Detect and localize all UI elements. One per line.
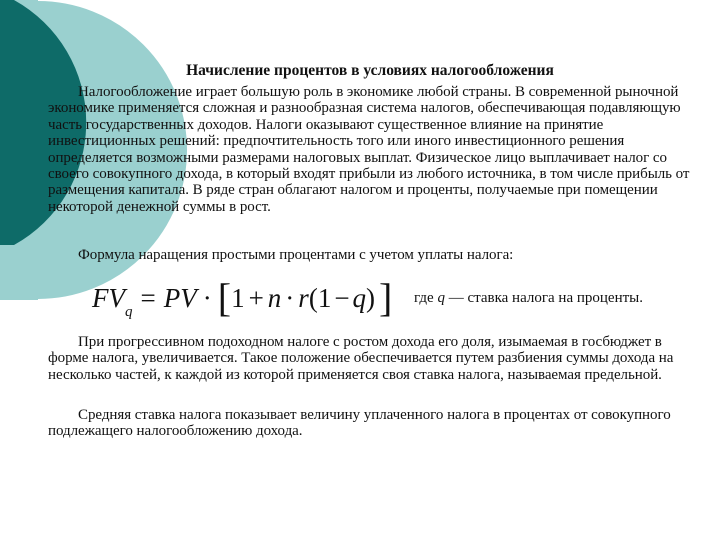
formula-note-prefix: где	[414, 290, 434, 306]
formula-plus: +	[248, 283, 264, 313]
formula-note	[414, 289, 643, 307]
formula-one-2: 1	[317, 283, 332, 313]
formula-q: q	[352, 283, 367, 313]
paragraph-formula-intro	[48, 247, 696, 263]
paragraph-progressive-tax	[48, 334, 696, 383]
formula-dot-2: ·	[285, 283, 295, 313]
slide-title: Начисление процентов в условиях налогообложения	[186, 62, 554, 79]
paragraph-text: Формула наращения простыми процентами с учетом уплаты налога:	[78, 247, 514, 263]
paragraph-text: Средняя ставка налога показывает величину уплаченного налога в процентах от совокупного подлежащего налогообложению дохода.	[48, 407, 671, 440]
formula-note-text: — ставка налога на проценты.	[448, 290, 643, 306]
formula-right-paren: )	[366, 283, 376, 313]
formula-pv: PV	[163, 283, 197, 313]
paragraph-text: При прогрессивном подоходном налоге с ростом дохода его доля, изымаемая в госбюджет в форме налога, увеличивается. Такое положение обеспечивается путем разбиения суммы дохода на несколько частей, к каждой из которой применяется своя ставка налога, называемая предельной.	[48, 334, 674, 383]
formula-dot: ·	[202, 283, 212, 313]
formula-r: r	[298, 283, 309, 313]
formula-fv: FV	[92, 283, 125, 313]
formula-fv-subscript: q	[125, 304, 133, 320]
formula-right-bracket: ]	[379, 275, 393, 320]
formula-n: n	[267, 283, 282, 313]
paragraph-text: Налогообложение играет большую роль в экономике любой страны. В современной рыночной экономике применяется сложная и разнообразная система налогов, обеспечивающая подавляющую часть государственных доходов. Налоги оказывают существенное влияние на принятие инвестиционных решений: предпочтительность того или иного инвестиционного решения определяется возможными размерами налоговых выплат. Физическое лицо выплачивает налог со своего совокупного дохода, в который входят прибыли из любого источника, в том числе прибыль от размещения капитала. В ряде стран облагают налогом и проценты, получаемые при помещении некоторой денежной суммы в рост.	[48, 84, 690, 215]
formula-minus: −	[334, 283, 350, 313]
formula-left-bracket: [	[217, 275, 232, 320]
paragraph-taxation-intro	[48, 84, 696, 215]
formula-note-variable: q	[437, 290, 445, 306]
formula-equals: =	[140, 283, 156, 313]
formula-simple-interest-tax	[92, 270, 393, 320]
formula-left-paren: (	[308, 283, 318, 313]
paragraph-average-rate	[48, 407, 696, 440]
formula-one: 1	[231, 283, 245, 313]
